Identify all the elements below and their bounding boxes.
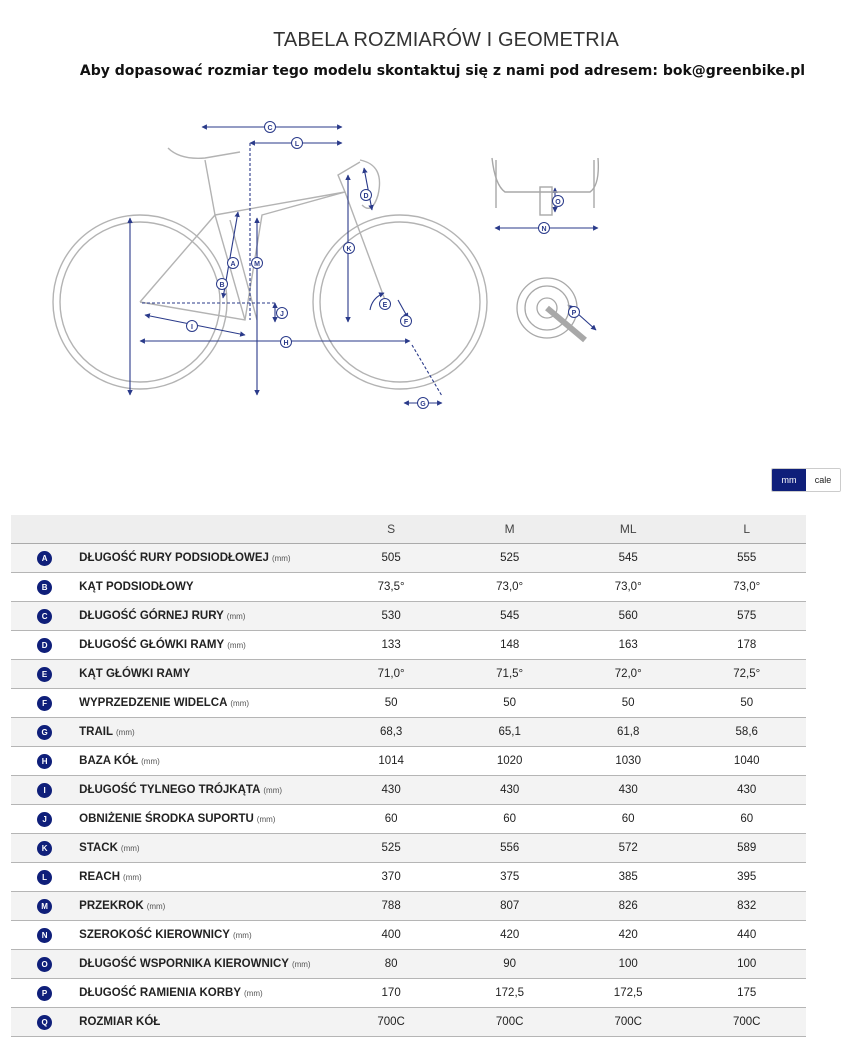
row-badge-cell [11, 573, 78, 602]
parameter-unit: (mm) [291, 960, 311, 969]
parameter-name-cell [78, 892, 332, 921]
size-value-cell: 80 [332, 950, 451, 979]
row-badge-cell [11, 921, 78, 950]
table-row [11, 689, 806, 718]
size-value-cell: 385 [569, 863, 688, 892]
size-value-cell: 61,8 [569, 718, 688, 747]
size-value-cell: 90 [450, 950, 569, 979]
table-row [11, 660, 806, 689]
size-value-cell: 400 [332, 921, 451, 950]
size-value-cell: 60 [332, 805, 451, 834]
size-value-cell: 430 [569, 776, 688, 805]
parameter-name-cell [78, 747, 332, 776]
parameter-unit: (mm) [227, 641, 246, 650]
parameter-name: PRZEKROK [79, 900, 144, 912]
size-value-cell: 133 [332, 631, 451, 660]
size-value-cell: 420 [569, 921, 688, 950]
size-value-cell: 525 [332, 834, 451, 863]
size-value-cell: 50 [569, 689, 688, 718]
size-value-cell: 560 [569, 602, 688, 631]
parameter-name: KĄT GŁÓWKI RAMY [79, 668, 191, 680]
table-row [11, 573, 806, 602]
table-row [11, 747, 806, 776]
size-header: ML [569, 515, 688, 544]
row-badge-cell [11, 631, 78, 660]
bike-outline [53, 148, 487, 389]
table-row [11, 805, 806, 834]
size-value-cell: 73,5° [332, 573, 451, 602]
size-header: L [687, 515, 806, 544]
diagram-label: A [230, 261, 236, 268]
size-value-cell: 525 [450, 544, 569, 573]
size-header: S [332, 515, 451, 544]
size-value-cell: 375 [450, 863, 569, 892]
diagram-label: E [382, 302, 388, 309]
table-header-row [11, 515, 806, 544]
row-badge-cell [11, 834, 78, 863]
size-value-cell: 826 [569, 892, 688, 921]
size-value-cell: 58,6 [687, 718, 806, 747]
size-value-cell: 172,5 [450, 979, 569, 1008]
row-badge-cell [11, 979, 78, 1008]
parameter-name: ROZMIAR KÓŁ [79, 1016, 161, 1028]
diagram-label: P [571, 310, 577, 317]
size-value-cell: 1030 [569, 747, 688, 776]
row-badge-cell [11, 689, 78, 718]
size-value-cell: 163 [569, 631, 688, 660]
table-row [11, 979, 806, 1008]
table-row [11, 602, 806, 631]
parameter-name: TRAIL [79, 726, 114, 738]
page-title: TABELA ROZMIARÓW I GEOMETRIA [273, 29, 619, 51]
parameter-name-cell [78, 631, 332, 660]
unit-toggle [771, 468, 841, 492]
size-value-cell: 370 [332, 863, 451, 892]
table-row [11, 776, 806, 805]
size-value-cell: 545 [569, 544, 688, 573]
parameter-code-badge: C [37, 609, 52, 624]
unit-mm-button[interactable]: mm [772, 469, 806, 491]
parameter-name: DŁUGOŚĆ WSPORNIKA KIEROWNICY [79, 958, 289, 970]
row-badge-cell [11, 805, 78, 834]
parameter-unit: (mm) [146, 902, 166, 911]
size-value-cell: 175 [687, 979, 806, 1008]
diagram-label: B [219, 282, 225, 289]
unit-inch-button[interactable]: cale [806, 469, 840, 491]
size-value-cell: 72,0° [569, 660, 688, 689]
size-value-cell: 50 [332, 689, 451, 718]
diagram-label: F [403, 319, 409, 326]
size-value-cell: 72,5° [687, 660, 806, 689]
size-value-cell: 1014 [332, 747, 451, 776]
size-value-cell: 1020 [450, 747, 569, 776]
size-value-cell: 172,5 [569, 979, 688, 1008]
size-value-cell: 700C [687, 1008, 806, 1037]
parameter-code-badge: J [37, 812, 52, 827]
size-value-cell: 73,0° [450, 573, 569, 602]
parameter-unit: (mm) [120, 844, 140, 853]
parameter-name: REACH [79, 871, 121, 883]
parameter-name: DŁUGOŚĆ TYLNEGO TRÓJKĄTA [79, 784, 261, 796]
parameter-name-cell [78, 718, 332, 747]
size-value-cell: 100 [687, 950, 806, 979]
diagram-label: I [191, 324, 193, 331]
size-value-cell: 430 [332, 776, 451, 805]
parameter-name: DŁUGOŚĆ RURY PODSIODŁOWEJ [79, 552, 269, 564]
parameter-name-cell [78, 544, 332, 573]
contact-subtitle: Aby dopasować rozmiar tego modelu skontaktuj się z nami pod adresem: bok@greenbike.pl [79, 63, 806, 79]
row-badge-cell [11, 863, 78, 892]
row-badge-cell [11, 747, 78, 776]
size-header: M [450, 515, 569, 544]
row-badge-cell [11, 1008, 78, 1037]
diagram-label: N [541, 226, 547, 233]
parameter-unit: (mm) [226, 612, 246, 621]
diagram-label: M [254, 261, 260, 268]
diagram-label: J [280, 311, 284, 318]
row-badge-cell [11, 892, 78, 921]
geometry-table [11, 515, 806, 1037]
size-value-cell: 60 [687, 805, 806, 834]
parameter-name: STACK [79, 842, 118, 854]
size-value-cell: 178 [687, 631, 806, 660]
size-value-cell: 65,1 [450, 718, 569, 747]
parameter-unit: (mm) [141, 757, 160, 766]
size-value-cell: 556 [450, 834, 569, 863]
parameter-name-cell [78, 1008, 332, 1037]
row-badge-cell [11, 950, 78, 979]
size-value-cell: 71,0° [332, 660, 451, 689]
parameter-name: BAZA KÓŁ [79, 755, 139, 767]
dimension-lines [130, 127, 598, 403]
size-value-cell: 788 [332, 892, 451, 921]
parameter-name: OBNIŻENIE ŚRODKA SUPORTU [79, 813, 254, 825]
parameter-name-cell [78, 863, 332, 892]
size-value-cell: 440 [687, 921, 806, 950]
table-row [11, 631, 806, 660]
parameter-unit: (mm) [256, 815, 276, 824]
size-value-cell: 505 [332, 544, 451, 573]
size-value-cell: 700C [569, 1008, 688, 1037]
table-row [11, 544, 806, 573]
size-value-cell: 73,0° [687, 573, 806, 602]
size-value-cell: 430 [687, 776, 806, 805]
diagram-label: O [555, 199, 561, 206]
parameter-name-cell [78, 573, 332, 602]
parameter-code-badge: M [37, 899, 52, 914]
parameter-code-badge: G [37, 725, 52, 740]
size-value-cell: 700C [332, 1008, 451, 1037]
table-row [11, 892, 806, 921]
parameter-code-badge: A [37, 551, 52, 566]
size-value-cell: 530 [332, 602, 451, 631]
size-value-cell: 700C [450, 1008, 569, 1037]
size-value-cell: 420 [450, 921, 569, 950]
table-row [11, 863, 806, 892]
size-value-cell: 170 [332, 979, 451, 1008]
parameter-unit: (mm) [230, 699, 250, 708]
row-badge-cell [11, 718, 78, 747]
parameter-code-badge: Q [37, 1015, 52, 1030]
size-value-cell: 60 [569, 805, 688, 834]
size-value-cell: 807 [450, 892, 569, 921]
parameter-code-badge: H [37, 754, 52, 769]
table-row [11, 950, 806, 979]
geometry-diagram [0, 100, 852, 420]
table-row [11, 718, 806, 747]
parameter-code-badge: N [37, 928, 52, 943]
parameter-unit: (mm) [271, 554, 291, 563]
size-value-cell: 589 [687, 834, 806, 863]
parameter-name-cell [78, 834, 332, 863]
size-value-cell: 832 [687, 892, 806, 921]
size-value-cell: 430 [450, 776, 569, 805]
size-value-cell: 148 [450, 631, 569, 660]
parameter-name-cell [78, 921, 332, 950]
parameter-name: WYPRZEDZENIE WIDELCA [79, 697, 228, 709]
parameter-name-cell [78, 950, 332, 979]
parameter-code-badge: P [37, 986, 52, 1001]
table-row [11, 834, 806, 863]
parameter-name-cell [78, 805, 332, 834]
parameter-unit: (mm) [116, 728, 135, 737]
parameter-name: DŁUGOŚĆ RAMIENIA KORBY [79, 987, 242, 999]
row-badge-cell [11, 602, 78, 631]
size-value-cell: 100 [569, 950, 688, 979]
parameter-code-badge: E [37, 667, 52, 682]
parameter-name: KĄT PODSIODŁOWY [79, 581, 194, 593]
size-value-cell: 1040 [687, 747, 806, 776]
parameter-name-cell [78, 660, 332, 689]
table-row [11, 1008, 806, 1037]
parameter-code-badge: O [37, 957, 52, 972]
parameter-unit: (mm) [244, 989, 263, 998]
parameter-name: DŁUGOŚĆ GŁÓWKI RAMY [79, 639, 225, 651]
parameter-name-cell [78, 689, 332, 718]
diagram-label: D [363, 193, 369, 200]
parameter-code-badge: D [37, 638, 52, 653]
size-value-cell: 555 [687, 544, 806, 573]
parameter-name-cell [78, 979, 332, 1008]
size-value-cell: 572 [569, 834, 688, 863]
parameter-name: DŁUGOŚĆ GÓRNEJ RURY [79, 610, 224, 622]
parameter-code-badge: F [37, 696, 52, 711]
size-value-cell: 50 [450, 689, 569, 718]
parameter-code-badge: L [37, 870, 52, 885]
diagram-label: K [346, 246, 352, 253]
handlebar-outline [492, 158, 598, 215]
size-value-cell: 50 [687, 689, 806, 718]
parameter-code-badge: I [37, 783, 52, 798]
size-value-cell: 68,3 [332, 718, 451, 747]
diagram-label: L [294, 141, 300, 148]
parameter-name-cell [78, 602, 332, 631]
table-row [11, 921, 806, 950]
diagram-label: H [283, 340, 289, 347]
diagram-label: C [267, 125, 273, 132]
size-value-cell: 71,5° [450, 660, 569, 689]
size-value-cell: 60 [450, 805, 569, 834]
parameter-unit: (mm) [232, 931, 252, 940]
size-value-cell: 545 [450, 602, 569, 631]
diagram-label: G [420, 401, 426, 408]
parameter-name-cell [78, 776, 332, 805]
parameter-name: SZEROKOŚĆ KIEROWNICY [79, 929, 230, 941]
parameter-unit: (mm) [123, 873, 142, 882]
header-empty [11, 515, 78, 544]
header-empty [78, 515, 332, 544]
row-badge-cell [11, 776, 78, 805]
parameter-code-badge: B [37, 580, 52, 595]
size-value-cell: 575 [687, 602, 806, 631]
size-value-cell: 73,0° [569, 573, 688, 602]
parameter-unit: (mm) [263, 786, 283, 795]
parameter-code-badge: K [37, 841, 52, 856]
size-value-cell: 395 [687, 863, 806, 892]
diagram-label-group [187, 122, 580, 409]
row-badge-cell [11, 544, 78, 573]
row-badge-cell [11, 660, 78, 689]
